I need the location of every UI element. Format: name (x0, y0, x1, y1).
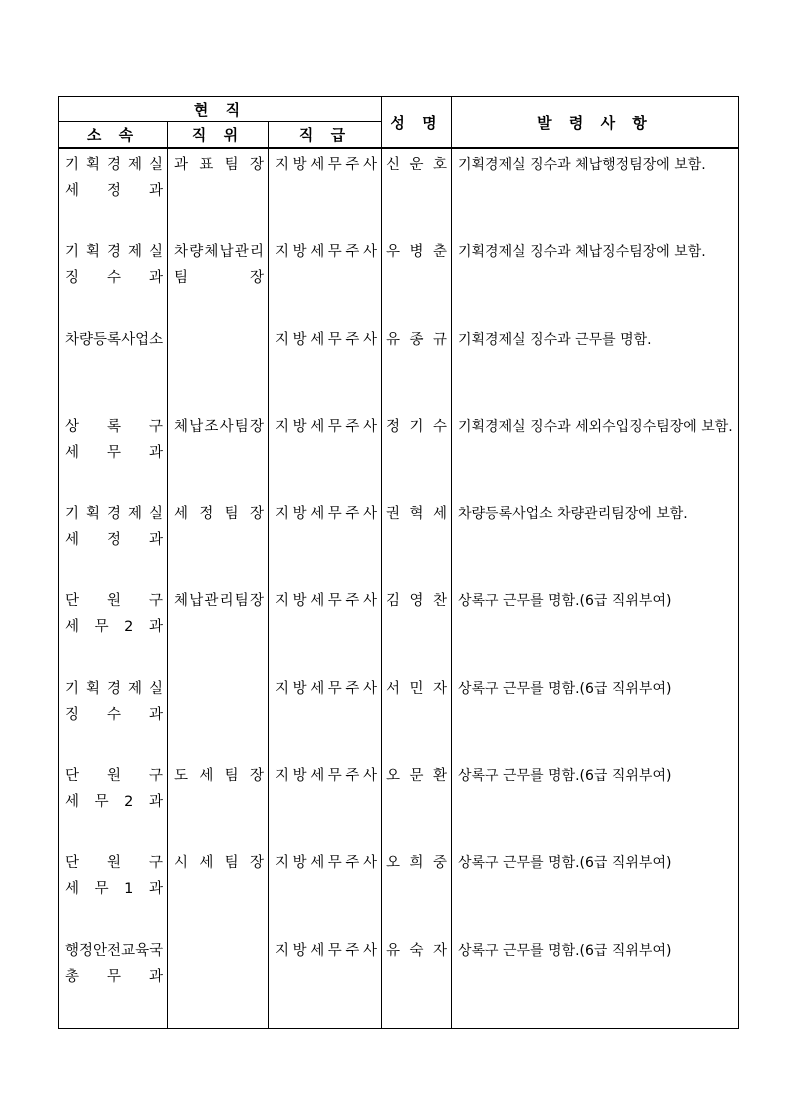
name-cell (382, 938, 452, 1029)
department-cell (59, 501, 168, 588)
rank-text: 지 방 세 무 주 사 (275, 157, 377, 173)
department-line: 세 무 2 과 (65, 794, 163, 811)
rank-cell (269, 501, 382, 588)
department-line: 세 무 1 과 (65, 881, 163, 898)
position-cell (168, 327, 269, 414)
order-cell (452, 327, 739, 414)
department-line: 세 무 과 (65, 444, 163, 461)
position-cell (168, 850, 269, 937)
order-text: 상록구 근무를 명함.(6급 직위부여) (458, 593, 672, 610)
table-body (59, 148, 739, 1028)
person-name: 우 병 춘 (386, 244, 447, 261)
table-row (59, 327, 739, 414)
person-name: 유 숙 자 (386, 942, 447, 959)
department-cell (59, 414, 168, 501)
order-text: 기획경제실 징수과 체납행정팀장에 보함. (458, 157, 706, 173)
order-text: 기획경제실 징수과 체납징수팀장에 보함. (458, 244, 706, 261)
order-text: 기획경제실 징수과 근무를 명함. (458, 331, 652, 348)
rank-cell (269, 414, 382, 501)
position-line: 과 표 팀 장 (174, 157, 264, 173)
table-row (59, 676, 739, 763)
table-row (59, 414, 739, 501)
position-line: 체 납 조 사 팀 장 (174, 418, 264, 435)
name-cell (382, 676, 452, 763)
person-name: 서 민 자 (386, 680, 447, 697)
rank-cell (269, 676, 382, 763)
order-text: 기획경제실 징수과 세외수입징수팀장에 보함. (458, 418, 733, 435)
department-cell (59, 763, 168, 850)
person-name: 정 기 수 (386, 418, 447, 435)
department-line: 행 정 안 전 교 육 국 (65, 942, 164, 959)
order-header: 발 령 사 항 (452, 97, 739, 149)
department-line: 단 원 구 (65, 855, 163, 872)
name-cell (382, 414, 452, 501)
order-cell (452, 501, 739, 588)
department-line: 기 획 경 제 실 (65, 157, 163, 173)
rank-text: 지 방 세 무 주 사 (275, 331, 377, 348)
name-header: 성 명 (382, 97, 452, 149)
rank-text: 지 방 세 무 주 사 (275, 768, 377, 785)
order-text: 상록구 근무를 명함.(6급 직위부여) (458, 942, 672, 959)
rank-text: 지 방 세 무 주 사 (275, 942, 377, 959)
department-line: 상 록 구 (65, 418, 163, 435)
rank-text: 지 방 세 무 주 사 (275, 593, 377, 610)
position-line: 차 량 체 납 관 리 (174, 244, 264, 261)
rank-cell (269, 148, 382, 239)
department-cell (59, 676, 168, 763)
position-cell (168, 414, 269, 501)
rank-cell (269, 327, 382, 414)
department-line: 기 획 경 제 실 (65, 680, 163, 697)
personnel-order-table (58, 96, 739, 1029)
position-cell (168, 148, 269, 239)
table-row (59, 763, 739, 850)
current-position-header: 현 직 (59, 97, 382, 122)
department-line: 차 량 등 록 사 업 소 (65, 331, 164, 348)
name-cell (382, 763, 452, 850)
rank-cell (269, 850, 382, 937)
order-text: 상록구 근무를 명함.(6급 직위부여) (458, 855, 672, 872)
department-line: 총 무 과 (65, 968, 163, 985)
order-text: 상록구 근무를 명함.(6급 직위부여) (458, 768, 672, 785)
order-cell (452, 588, 739, 675)
order-text: 상록구 근무를 명함.(6급 직위부여) (458, 680, 672, 697)
order-cell (452, 850, 739, 937)
position-header: 직 위 (168, 122, 269, 149)
position-line: 체 납 관 리 팀 장 (174, 593, 264, 610)
rank-text: 지 방 세 무 주 사 (275, 506, 377, 523)
department-line: 징 수 과 (65, 270, 163, 287)
rank-text: 지 방 세 무 주 사 (275, 418, 377, 435)
table-row (59, 850, 739, 937)
rank-cell (269, 588, 382, 675)
position-cell (168, 763, 269, 850)
rank-cell (269, 938, 382, 1029)
department-cell (59, 148, 168, 239)
department-line: 기 획 경 제 실 (65, 506, 163, 523)
department-line: 세 정 과 (65, 532, 163, 549)
department-cell (59, 327, 168, 414)
department-line: 세 정 과 (65, 183, 163, 199)
department-cell (59, 938, 168, 1029)
position-cell (168, 239, 269, 326)
position-cell (168, 676, 269, 763)
person-name: 유 종 규 (386, 331, 447, 348)
name-cell (382, 148, 452, 239)
person-name: 신 운 호 (386, 157, 447, 173)
department-line: 단 원 구 (65, 768, 163, 785)
position-line: 세 정 팀 장 (174, 506, 264, 523)
name-cell (382, 850, 452, 937)
order-cell (452, 938, 739, 1029)
department-header: 소 속 (59, 122, 168, 149)
department-line: 단 원 구 (65, 593, 163, 610)
name-cell (382, 501, 452, 588)
department-line: 징 수 과 (65, 706, 163, 723)
table-row (59, 938, 739, 1029)
order-text: 차량등록사업소 차량관리팀장에 보함. (458, 506, 688, 523)
position-line: 도 세 팀 장 (174, 768, 264, 785)
department-line: 기 획 경 제 실 (65, 244, 163, 261)
rank-cell (269, 239, 382, 326)
name-cell (382, 588, 452, 675)
person-name: 오 문 환 (386, 768, 447, 785)
department-cell (59, 588, 168, 675)
order-cell (452, 239, 739, 326)
order-cell (452, 676, 739, 763)
table-row (59, 588, 739, 675)
rank-cell (269, 763, 382, 850)
rank-text: 지 방 세 무 주 사 (275, 855, 377, 872)
position-cell (168, 938, 269, 1029)
table-row (59, 239, 739, 326)
order-cell (452, 148, 739, 239)
department-cell (59, 850, 168, 937)
rank-header: 직 급 (269, 122, 382, 149)
department-cell (59, 239, 168, 326)
rank-text: 지 방 세 무 주 사 (275, 680, 377, 697)
person-name: 권 혁 세 (386, 506, 447, 523)
name-cell (382, 327, 452, 414)
table-header (59, 97, 739, 149)
order-cell (452, 763, 739, 850)
person-name: 김 영 찬 (386, 593, 447, 610)
person-name: 오 희 중 (386, 855, 447, 872)
name-cell (382, 239, 452, 326)
rank-text: 지 방 세 무 주 사 (275, 244, 377, 261)
position-cell (168, 588, 269, 675)
position-line: 팀 장 (174, 270, 264, 287)
department-line: 세 무 2 과 (65, 619, 163, 636)
table-row (59, 501, 739, 588)
table-row (59, 148, 739, 239)
position-cell (168, 501, 269, 588)
position-line: 시 세 팀 장 (174, 855, 264, 872)
order-cell (452, 414, 739, 501)
